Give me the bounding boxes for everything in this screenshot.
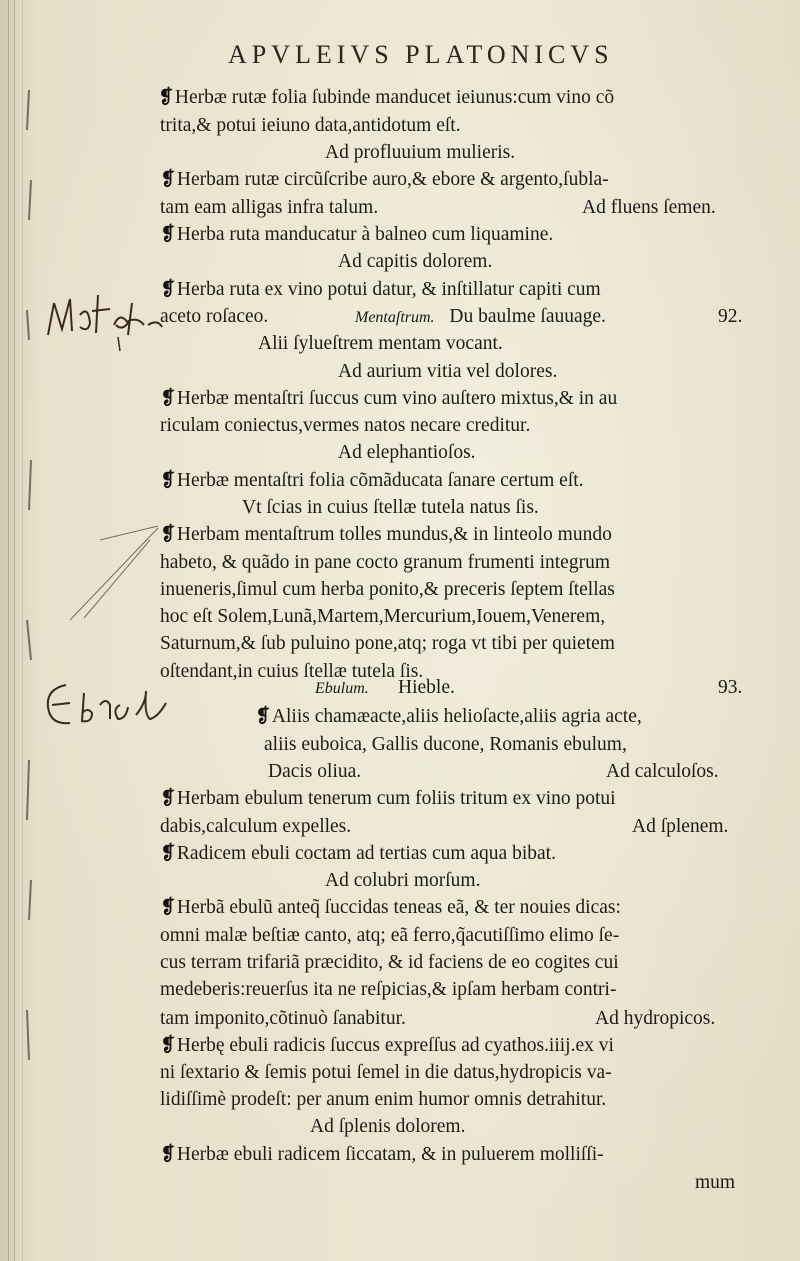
text-line [338, 250, 492, 274]
paragraph-first-line [160, 469, 584, 493]
line-text: riculam coniectus,vermes natos necare creditur. [160, 415, 531, 436]
line-text: Herbã ebulũ anteq̃ ſuccidas teneas eã, & ter nouies dicas: [176, 897, 621, 918]
line-text: Ad elephantioſos. [338, 442, 476, 463]
heading-ad-calculosos: Ad calculoſos. [606, 761, 719, 782]
paragraph-first-line [160, 223, 553, 247]
pilcrow-mark: ❡ [160, 788, 176, 809]
mentastrum-label: Mentaſtrum. [355, 309, 435, 326]
line-text: mum [695, 1172, 736, 1193]
text-line [160, 551, 610, 575]
line-text: Ad aurium vitia vel dolores. [338, 361, 558, 382]
text-line [160, 1007, 406, 1031]
left-margin-ink-strokes [15, 60, 45, 1140]
pilcrow-mark: ❡ [160, 897, 176, 918]
line-text: habeto, & quãdo in pane cocto granum frumenti integrum [160, 552, 610, 573]
line-text: trita,& potui ieiuno data,antidotum eſt. [160, 115, 461, 136]
text-line [325, 141, 515, 165]
pilcrow-mark: ❡ [160, 470, 176, 491]
line-text: Ad profluuium mulieris. [325, 142, 516, 163]
line-text: Herbæ ebuli radicem ſiccatam, & in puluerem molliſſi- [176, 1144, 604, 1165]
line-text: ni ſextario & ſemis potui ſemel in die datus,hydropicis va- [160, 1062, 612, 1083]
text-line [160, 114, 461, 138]
text-line [160, 196, 378, 220]
text-line [310, 1115, 465, 1139]
folio-number-92: 92. [718, 306, 743, 327]
line-text: Herbæ rutæ folia ſubinde manducet ieiunus:cum vino cõ [174, 87, 615, 108]
line-text: Herbam mentaſtrum tolles mundus,& in linteolo mundo [176, 524, 612, 545]
mentastrum-note [355, 305, 606, 330]
text-line [242, 496, 539, 520]
text-line [398, 676, 455, 700]
line-text: Dacis oliua. [268, 761, 362, 782]
ebulum-note [315, 676, 369, 701]
text-line [160, 815, 351, 839]
line-text: aceto roſaceo. [160, 306, 269, 327]
margin-pointer-lines [40, 500, 170, 630]
text-line [160, 632, 615, 656]
text-line [160, 924, 619, 948]
line-text: cus terram trifariã præcidito, & id faciens de eo cogites cui [160, 952, 619, 973]
line-text: Ad capitis dolorem. [338, 251, 493, 272]
text-line [160, 978, 616, 1002]
text-line [160, 1061, 612, 1085]
line-text: dabis,calculum expelles. [160, 816, 352, 837]
line-text: medeberis:reuerſus ita ne reſpicias,& ipſam herbam contri- [160, 979, 617, 1000]
running-header: APVLEIVS PLATONICVS [228, 40, 614, 69]
page-edge [8, 0, 9, 1261]
pilcrow-mark: ❡ [160, 843, 176, 864]
line-text: Herbæ mentaſtri folia cõmãducata ſanare certum eſt. [176, 470, 584, 491]
line-text: aliis euboica, Gallis ducone, Romanis ebulum, [264, 734, 627, 755]
handwritten-annotation-ebulum [40, 675, 170, 735]
text-line [268, 760, 361, 784]
heading-ad-splenem: Ad ſplenem. [632, 816, 729, 837]
paragraph-first-line [158, 86, 614, 110]
line-text: Herbam ebulum tenerum cum foliis tritum ex vino potui [176, 788, 616, 809]
pilcrow-mark: ❡ [255, 706, 271, 727]
pilcrow-mark: ❡ [160, 169, 176, 190]
line-text: Aliis chamæacte,aliis helioſacte,aliis agria acte, [271, 706, 642, 727]
line-text: Alii ſylueſtrem mentam vocant. [258, 333, 503, 354]
pilcrow-mark: ❡ [160, 1144, 176, 1165]
ebulum-label: Ebulum. [315, 680, 369, 697]
paragraph-first-line [160, 168, 609, 192]
pilcrow-mark: ❡ [160, 279, 176, 300]
folio-number-93: 93. [718, 677, 743, 698]
line-text: Herbę ebuli radicis ſuccus expreſſus ad cyathos.iiij.ex vi [176, 1035, 614, 1056]
line-text: Radicem ebuli coctam ad tertias cum aqua bibat. [176, 843, 556, 864]
paragraph-first-line [160, 278, 601, 302]
line-text: omni malæ beſtiæ canto, atq; eã ferro,q̃acutiſſimo elimo ſe- [160, 925, 620, 946]
pilcrow-mark: ❡ [160, 224, 176, 245]
pilcrow-mark: ❡ [160, 1035, 176, 1056]
line-text: oſtendant,in cuius ſtellæ tutela ſis. [160, 661, 424, 682]
pilcrow-mark: ❡ [160, 524, 176, 545]
paragraph-first-line [160, 896, 621, 920]
pilcrow-mark: ❡ [158, 87, 174, 108]
heading-ad-fluens-semen: Ad fluens ſemen. [582, 197, 716, 218]
line-text: lidiſſimè prodeſt: per anum enim humor omnis detrahitur. [160, 1089, 607, 1110]
pilcrow-mark: ❡ [160, 388, 176, 409]
line-text: Ad colubri morſum. [325, 870, 481, 891]
handwritten-annotation-mentastrum [40, 285, 170, 355]
paragraph-first-line [160, 1143, 604, 1167]
paragraph-first-line [160, 787, 616, 811]
text-line [160, 605, 605, 629]
line-text: Ad ſplenis dolorem. [310, 1116, 466, 1137]
text-line [695, 1171, 735, 1195]
text-line [160, 1088, 606, 1112]
line-text: tam imponito,cõtinuò ſanabitur. [160, 1008, 406, 1029]
line-text: tam eam alligas infra talum. [160, 197, 379, 218]
line-text: Saturnum,& ſub puluino pone,atq; roga vt tibi per quietem [160, 633, 615, 654]
paragraph-first-line [160, 387, 617, 411]
line-text: Vt ſcias in cuius ſtellæ tutela natus ſis. [242, 497, 539, 518]
line-text: Herbam rutæ circũſcribe auro,& ebore & argento,ſubla- [176, 169, 609, 190]
paragraph-first-line [160, 1034, 614, 1058]
mentastrum-vernacular: Du baulme ſauuage. [449, 306, 606, 327]
text-line [338, 441, 476, 465]
text-line [160, 414, 530, 438]
line-text: Herbæ mentaſtri ſuccus cum vino auſtero mixtus,& in au [176, 388, 618, 409]
text-line [160, 660, 423, 684]
text-line [160, 305, 268, 329]
heading-ad-hydropicos: Ad hydropicos. [595, 1008, 716, 1029]
paragraph-first-line [255, 705, 642, 729]
line-text: inueneris,ſimul cum herba ponito,& preceris ſeptem ſtellas [160, 579, 615, 600]
line-text: hoc eſt Solem,Lunã,Martem,Mercurium,Iouem,Venerem, [160, 606, 606, 627]
paragraph-first-line [160, 523, 612, 547]
paragraph-first-line [160, 842, 556, 866]
line-text: Hieble. [398, 677, 455, 698]
text-line [338, 360, 557, 384]
line-text: Herba ruta ex vino potui datur, & inſtillatur capiti cum [176, 279, 601, 300]
text-line [160, 578, 615, 602]
text-line [264, 733, 627, 757]
line-text: Herba ruta manducatur à balneo cum liquamine. [176, 224, 554, 245]
text-line [325, 869, 480, 893]
text-line [160, 951, 619, 975]
text-line [258, 332, 503, 356]
